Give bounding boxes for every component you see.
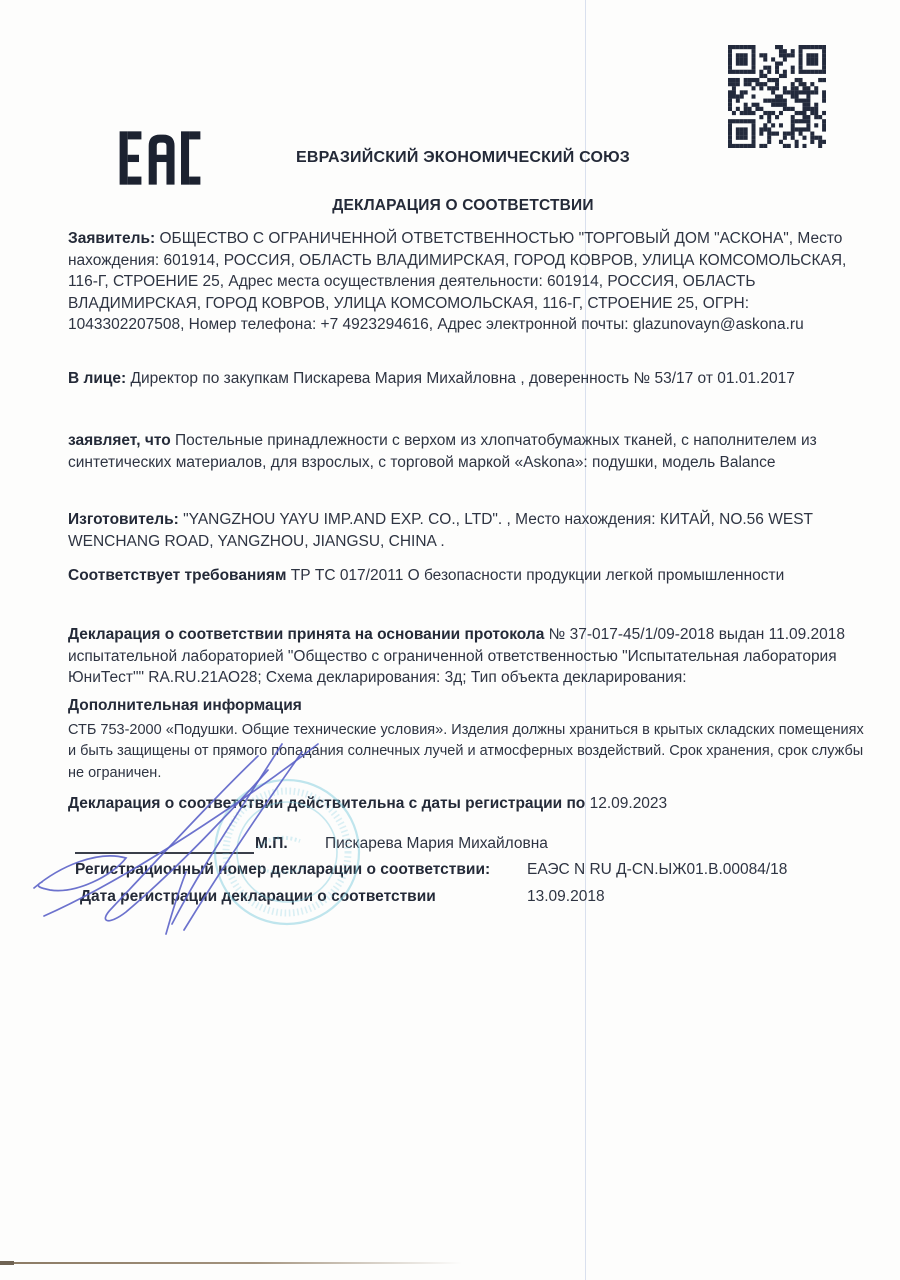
seal-place-label: М.П. [255, 835, 288, 852]
applicant-paragraph [68, 228, 860, 336]
manufacturer-label: Изготовитель: [68, 511, 179, 528]
applicant-text: ОБЩЕСТВО С ОГРАНИЧЕННОЙ ОТВЕТСТВЕННОСТЬЮ "ТОРГОВЫЙ ДОМ "АСКОНА", Место нахождения: 601914, РОССИЯ, ОБЛАСТЬ ВЛАДИМИРСКАЯ, ГОРОД КОВРОВ, УЛИЦА КОМСОМОЛЬСКАЯ, 116-Г, СТРОЕНИЕ 25, Адрес места осуществления деятельности: 601914, РОССИЯ, ОБЛАСТЬ ВЛАДИМИРСКАЯ, ГОРОД КОВРОВ, УЛИЦА КОМСОМОЛЬСКАЯ, 116-Г, СТРОЕНИЕ 25, ОГРН: 1043302207508, Номер телефона: +7 4923294616, Адрес электронной почты: glazunovayn@askona.ru [68, 230, 847, 333]
signer-name: Пискарева Мария Михайловна [325, 835, 548, 852]
registration-number-label: Регистрационный номер декларации о соответствии: [75, 861, 491, 878]
additional-info-text: СТБ 753-2000 «Подушки. Общие технические условия». Изделия должны храниться в крытых складских помещениях и быть защищены от прямого попадания солнечных лучей и атмосферных воздействий. Срок хранения, срок службы не ограничен. [68, 721, 864, 781]
declares-paragraph [68, 430, 860, 473]
scan-edge-line [0, 1262, 462, 1264]
declares-label: заявляет, что [68, 432, 171, 449]
protocol-text: № 37-017-45/1/09-2018 выдан 11.09.2018 испытательной лабораторией "Общество с ограниченной ответственностью "Испытательная лаборатория ЮниТест"" RA.RU.21АО28; Схема декларирования: 3д; Тип объекта декларирования: [68, 626, 846, 686]
requirements-paragraph [68, 565, 860, 587]
additional-info-label: Дополнительная информация [68, 697, 302, 714]
qr-code [728, 45, 826, 148]
union-title: ЕВРАЗИЙСКИЙ ЭКОНОМИЧЕСКИЙ СОЮЗ [295, 149, 631, 166]
applicant-label: Заявитель: [68, 230, 156, 247]
requirements-text: ТР ТС 017/2011 О безопасности продукции легкой промышленности [290, 567, 785, 584]
validity-paragraph [68, 793, 898, 815]
scan-edge-mark [0, 1261, 14, 1265]
signature-row [68, 833, 860, 859]
additional-info-paragraph [68, 695, 870, 783]
registration-date-row [68, 888, 888, 912]
signature-line [75, 835, 254, 854]
declares-text: Постельные принадлежности с верхом из хлопчатобумажных тканей, с наполнителем из синтетических материалов, для взрослых, с торговой маркой «Askona»: подушки, модель Balance [68, 432, 817, 471]
registration-date-label: Дата регистрации декларации о соответствии [80, 888, 436, 905]
manufacturer-text: "YANGZHOU YAYU IMP.AND EXP. CO., LTD". , Место нахождения: КИТАЙ, NO.56 WEST WENCHANG ROAD, YANGZHOU, JIANGSU, CHINA . [68, 511, 813, 550]
registration-number-row [68, 861, 888, 885]
representative-label: В лице: [68, 370, 127, 387]
validity-date: 12.09.2023 [589, 795, 668, 812]
registration-number-value: ЕАЭС N RU Д-CN.ЫЖ01.В.00084/18 [527, 861, 788, 878]
representative-text: Директор по закупкам Пискарева Мария Михайловна , доверенность № 53/17 от 01.01.2017 [130, 370, 795, 387]
document-title: ДЕКЛАРАЦИЯ О СООТВЕТСТВИИ [332, 197, 594, 214]
registration-date-value: 13.09.2018 [527, 888, 605, 905]
protocol-paragraph [68, 624, 860, 689]
representative-paragraph [68, 368, 860, 390]
requirements-label: Соответствует требованиям [68, 567, 287, 584]
manufacturer-paragraph [68, 509, 860, 552]
protocol-label: Декларация о соответствии принята на основании протокола [68, 626, 545, 643]
validity-label: Декларация о соответствии действительна с даты регистрации по [68, 795, 586, 812]
